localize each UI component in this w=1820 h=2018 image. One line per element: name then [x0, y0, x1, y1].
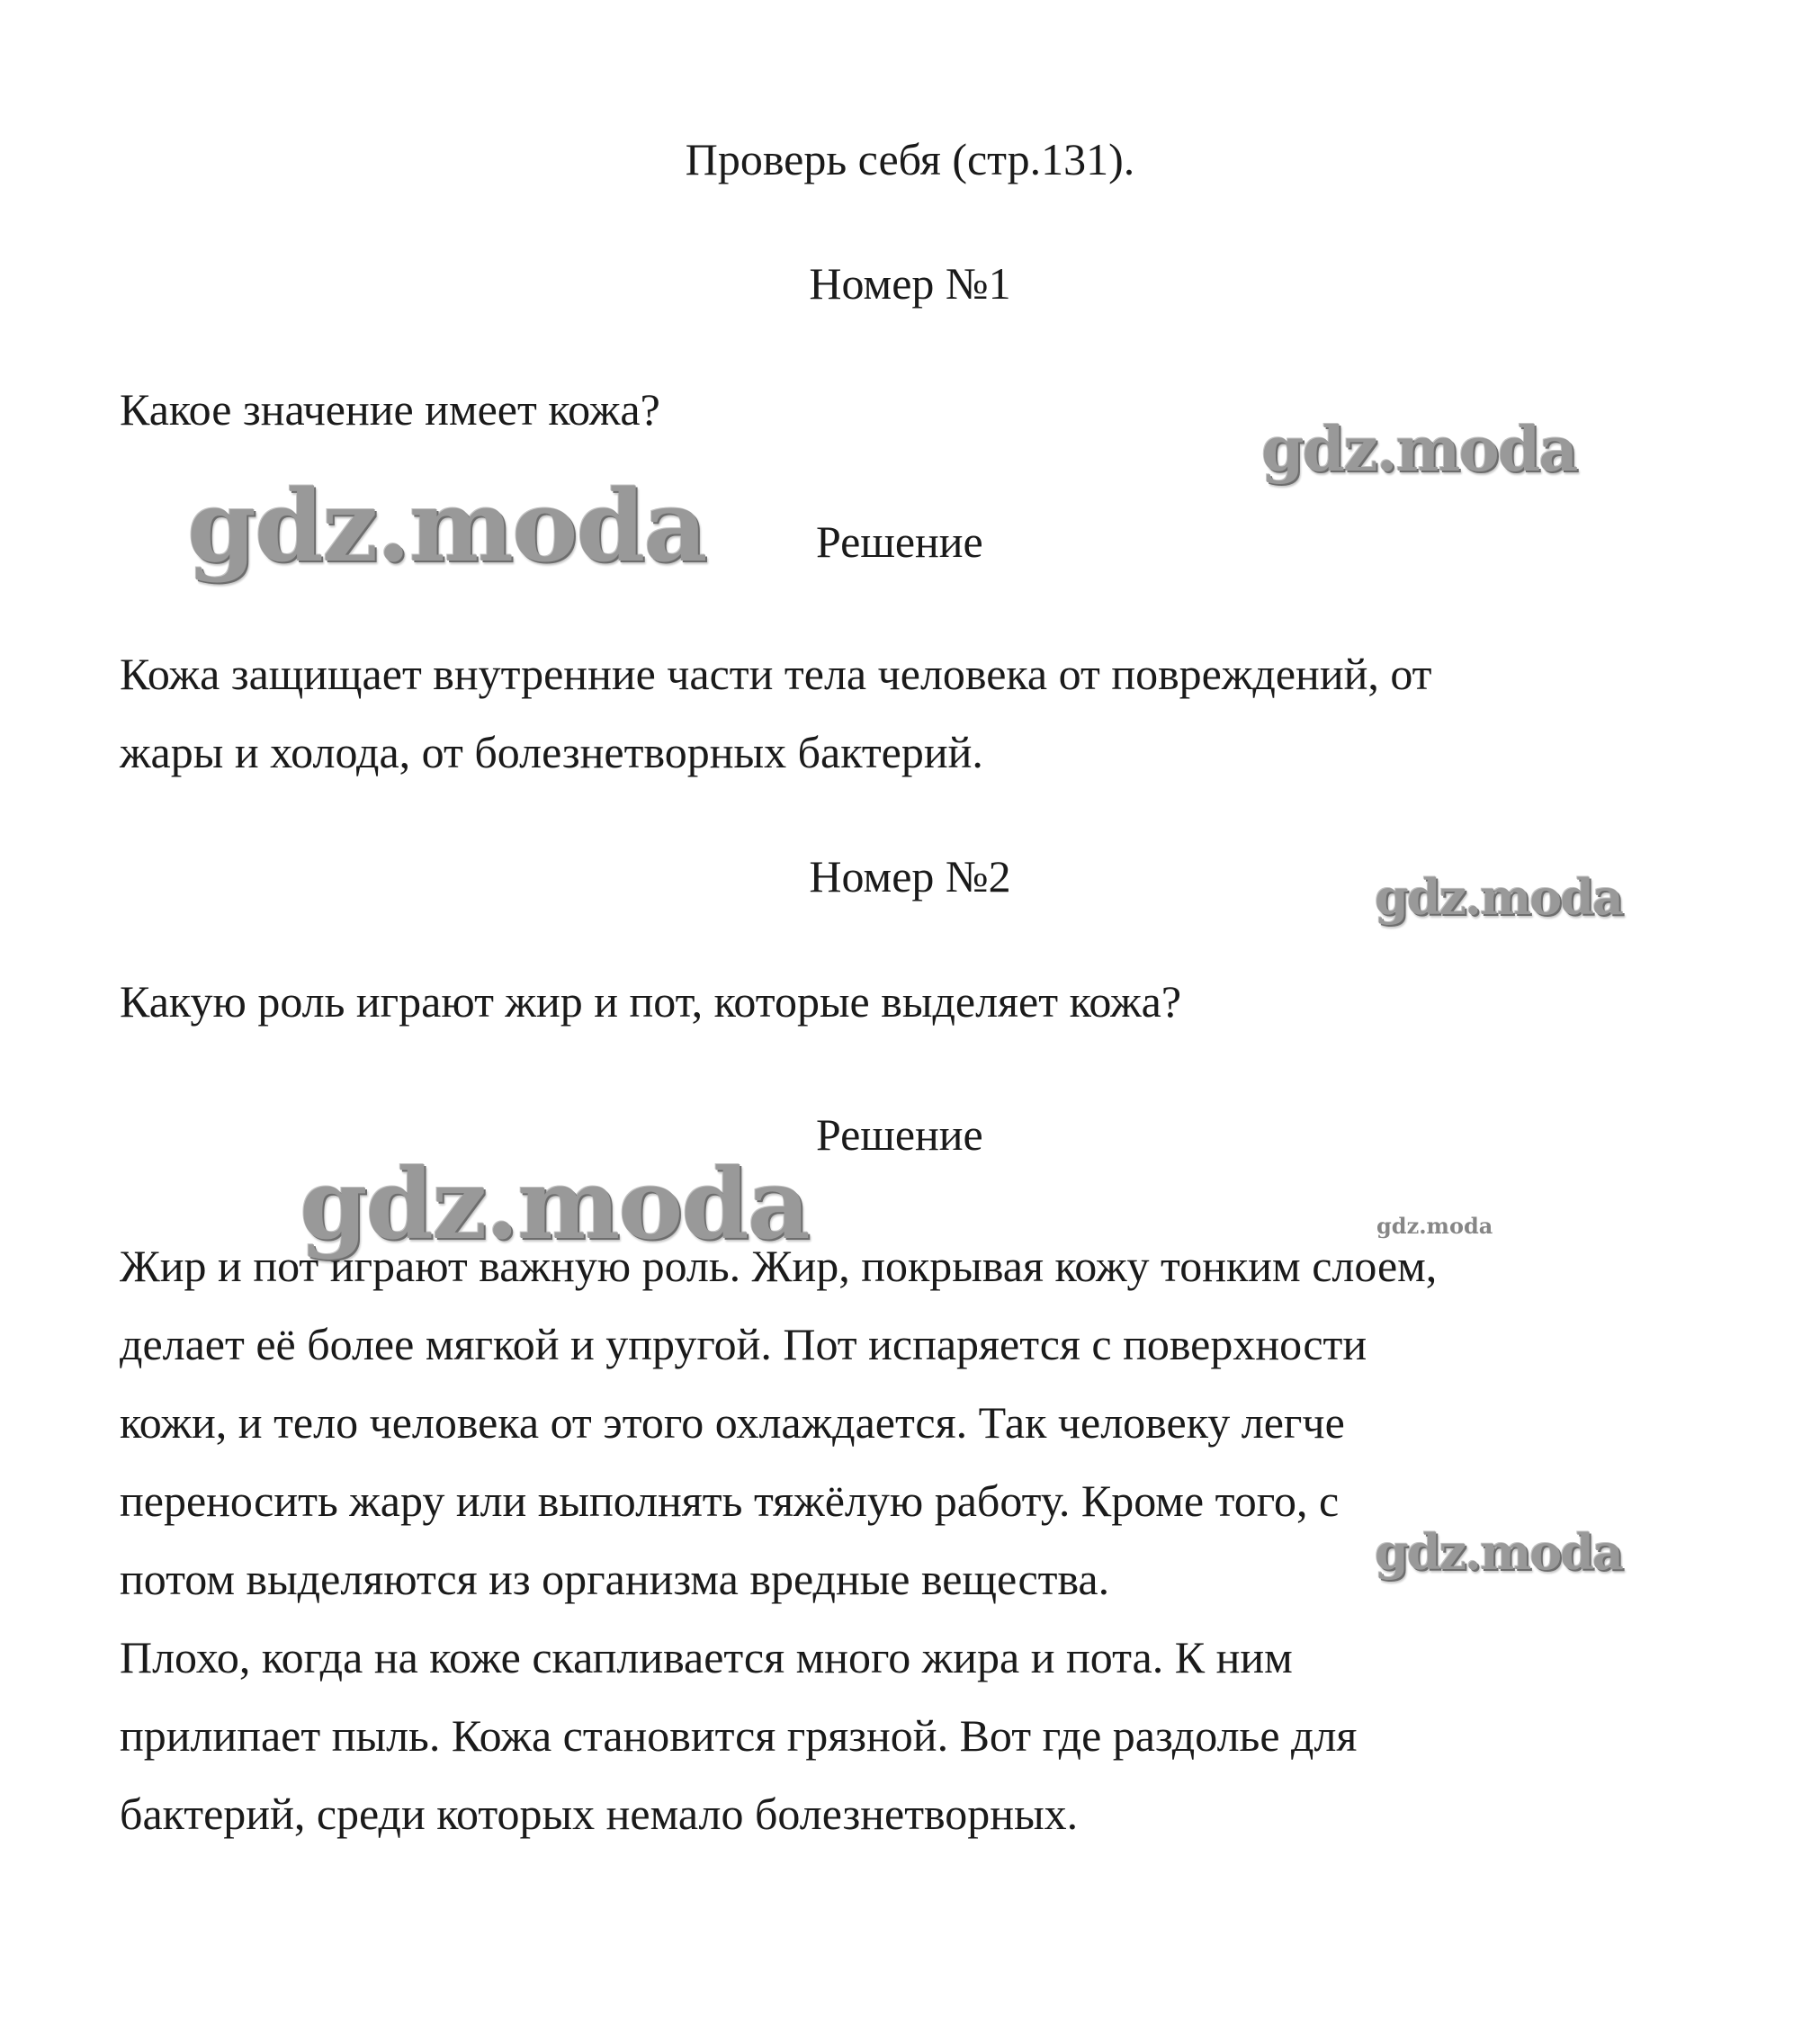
answer-line: переносить жару или выполнять тяжёлую работу. Кроме того, с — [120, 1475, 1340, 1526]
page-title: Проверь себя (стр.131). — [685, 134, 1135, 184]
task-1-question: Какое значение имеет кожа? — [120, 384, 660, 435]
task-1-answer — [120, 635, 1432, 792]
task-1-solution-label: Решение — [816, 516, 983, 567]
watermark-logo: gdz.moda — [300, 1148, 809, 1261]
task-1-heading: Номер №1 — [809, 258, 1011, 309]
answer-line: потом выделяются из организма вредные вещества. — [120, 1554, 1110, 1604]
watermark-logo: gdz.moda — [1375, 868, 1622, 926]
answer-line: Плохо, когда на коже скапливается много жира и пота. К ним — [120, 1632, 1293, 1682]
task-2-heading: Номер №2 — [809, 851, 1011, 901]
answer-line: жары и холода, от болезнетворных бактерий. — [120, 727, 983, 777]
watermark-logo: gdz.moda — [1376, 1213, 1493, 1239]
task-2-answer — [120, 1227, 1437, 1853]
answer-line: делает её более мягкой и упругой. Пот испаряется с поверхности — [120, 1319, 1367, 1369]
answer-line: Жир и пот играют важную роль. Жир, покрывая кожу тонким слоем, — [120, 1241, 1438, 1291]
answer-line: кожи, и тело человека от этого охлаждается. Так человеку легче — [120, 1397, 1345, 1448]
answer-line: бактерий, среди которых немало болезнетворных. — [120, 1789, 1079, 1839]
watermark-logo: gdz.moda — [1375, 1523, 1622, 1581]
watermark-logo: gdz.moda — [187, 468, 706, 584]
task-2-solution-label: Решение — [816, 1109, 983, 1160]
answer-line: Кожа защищает внутренние части тела человека от повреждений, от — [120, 649, 1432, 699]
task-2-question: Какую роль играют жир и пот, которые выделяет кожа? — [120, 976, 1182, 1027]
watermark-logo: gdz.moda — [1261, 414, 1577, 486]
answer-line: прилипает пыль. Кожа становится грязной. Вот где раздолье для — [120, 1710, 1358, 1761]
